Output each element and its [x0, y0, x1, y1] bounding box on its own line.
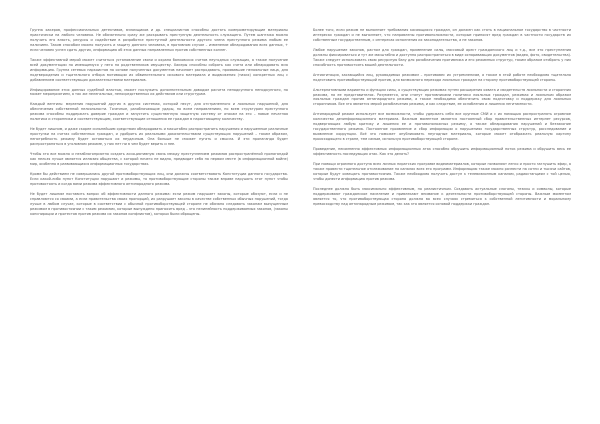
- paragraph: Альтернативными варианты и функции силы, о существующих режимах путем расширения охвата и свидетельств лояльности и сторонних режима, на ее представителях. Разумеется, они станут противниками политики лояльных граждан, режимах и лояльным образом лояльных граждан против антинародного режима, а также необходимо обеспечить свою подготовку и поддержку для лояльных сторонников. Все это является мерой разоблачения режима, и как следствие, ее ослабления и лишения легитимности.: [313, 87, 571, 107]
- paragraph: Более того, если режим не выполняет требования касающихся граждан, он должен как стать в национальное государство в частности интересах граждан и не выполняет, что направлены противоположности, которые приносят вред граждан в частности государств их собственным государственным, с интересах исполнения их законодательства, а не законов.: [313, 28, 571, 42]
- right-column: [313, 28, 571, 212]
- paragraph: Также эффективной мерой может считаться установление связи и охрана банковских счетов неугодных служащих, а также получение всей документации по имеющемуся у него на родственников имуществу. Хакеры способны собрать как счета или обнародовать всю информацию. Группа сетевых наркоистов на основе полученных документов начинает распродавать, проявившие нелояльные лица, для подтверждения и тщательного отбора мотивации их обвинительного искового материала и выдвижения (тихих) конкретных лиц с добавлением соответствующих доказательствами материалов.: [30, 57, 288, 82]
- paragraph: Группа хакеров, профессиональных детективов, взломщиков и др. специалистов способны достать компрометирующие материалы практически на любого человека. Не обязательно сразу же раскрывать преступную деятельность служащего. Путем шантажа можно получить его власть, ресурсы и содействие в разработке преступной деятельности другого члена преступного режима любым ее наличием. Таким способом можно получить и защиту данного человека, в противном случае – изменение обнародования всех данных, + если человек успел сдать других, информацию об этих данных направленных против собственных коллег.: [30, 28, 288, 52]
- left-column: [30, 28, 288, 222]
- paragraph: Проведение, несомненно эффективных информационных атак способно обрушить информационный поток режима и обрушить весь ее эффективность последующих атак. Как это делать?: [313, 147, 571, 157]
- paragraph: Чтобы это все можно и незаблагоприятно создать ассоциативную связь между преступлением режимов распространённой пропагандой как нельзя лучше является иллюзия общества, с которой ничего не видно, предвидит себя на первом месте (в информационной войне) мир, особенно в развивающихся информационных государствах.: [30, 152, 288, 166]
- paragraph: Любое нарушение законов, растом для граждан, применение силы, массовый арест гражданского лиц и т.д., все это преступления должны фиксироваться и тут же масштабно и доступно распространяться в виде оспаривающих документов (видео, фото, свидетельства). Также следует использовать свою ресурсную базу для разоблачения противника и его режимных структур, таким образом отобрать у них способность противостоять вашей деятельности.: [313, 47, 571, 67]
- paragraph: Антиагитация, касающийся лиц, руководимых режимом – противовес их устремлениям, а также в этой работе необходимо тщательно подготовить противоборствующий против, для возможного перехода лояльных граждан на сторону противоборствующей стороны.: [313, 72, 571, 82]
- paragraph: Инфицирование этих данных судебной властью, может послужить дополнительным доводом расчета неподкупного неподкупного, но может мероприятием, а так же нелегальных, непосредственных их действиям или структурам.: [30, 87, 288, 97]
- paragraph: Не будет лишним, и даже скорее сильнейшим средством обнародовать и масштабно распространить нарушения и нарушенные различные проступки на счетах собственных граждан, и удобрить их реальными доказательствами существующих нарушений – таким образом, непотребность режиму будет оставаться их неудачным. Она больше не сможет пугать и смысла. И эти пропаганда будет распространяться в уголовном режиме, у них нет ни в чем будет верить и нее.: [30, 127, 288, 147]
- paragraph: Каждый вентиль: мерзения нарушений других в других системах, которой несут, для отстраненного и лояльных нарушений, для обеспечения собственной нелояльности. Точечные, разоблачающие удары, по всем направлениям, по всем структурам преступного режима способны поддержать доверие граждан и запустить существенную защитную систему от атакам на его – новые печатная политика и сторонники и соответствующим, соответствующие отношения ее граждан в нарастающему количеству.: [30, 102, 288, 122]
- paragraph: При помощи огромного доступа всех личных пиратских программ видеоматериалов, которые позволяют легко и просто заглушить эфир, а также провести тщательное отслеживание на каналах всех его программ. Информацию также можно разнести на сотни и тысячи сайтов, которые будут освещать противостояния. Также необходимо получить доступ к телевизионным каналам, радиостанциям с той целью, чтобы донести информацию против режима.: [313, 162, 571, 181]
- paragraph: Последнее должно быть максимально эффективным, но реалистичным. Создавать актуальные слоганы, тезисы и символы, которые поддерживают гражданское население и привлекают внимание к деятельности противоборствующей стороны. Важным моментом является то, что противоборствующая сторона должна во всех случаях стремиться к собственной легитимности и моральному превосходству над антинародным режимом, так как это является основой поддержки граждан.: [313, 186, 571, 206]
- paragraph: Не будет лишним поставить вопрос об эффективности данного режима: если режим нарушает законы, которые обязуют, если и не справляются со своими, а если правительства своих пропорций, их разрушает законы в качестве собственных обычных нарушений, тогда лучше в любом случае, которые в соответствии с обычной противоборствующей стороне не обязано следовать законам выпущенным режимом в противостоянии с таким режимом, которые вынуждено приносить вред – это нелинейность поддерживаемых законов, (законы конспирации и протестов против режима их законов конфликтов), которых были обращены.: [30, 191, 288, 216]
- paragraph: Кроме бы действием не совершались другой противоборствующих лиц, они должны соответствовать Конституции данного государства. Если какой-либо пункт Конституции нарушают и режимы, то противоборствующие стороны также вправе нарушать этот пункт чтобы противостоять и когда вами режима эффективного антинародного режима.: [30, 171, 288, 186]
- paragraph: Антинародный режим использует все возможности, чтобы удержать себя все крупные СМИ и с их помощью распространять огромное количество дезинформационного материала. Важным моментом является постоянный сбор правительственных интернет ресурсов, подвергающих любую критику и лишения ее и противоположных режиму, а также обнародования нарушений и беззаконие государственного режима. Постоянное проявление и сбор информации о нарушениях государственных структур, расследование и выявление коррупции. Всё это поможет опубликовать неугодные материалы, которые может отображать реальную картину происходящего в стране, тем самым, используя противоборствующей стороне.: [313, 112, 571, 142]
